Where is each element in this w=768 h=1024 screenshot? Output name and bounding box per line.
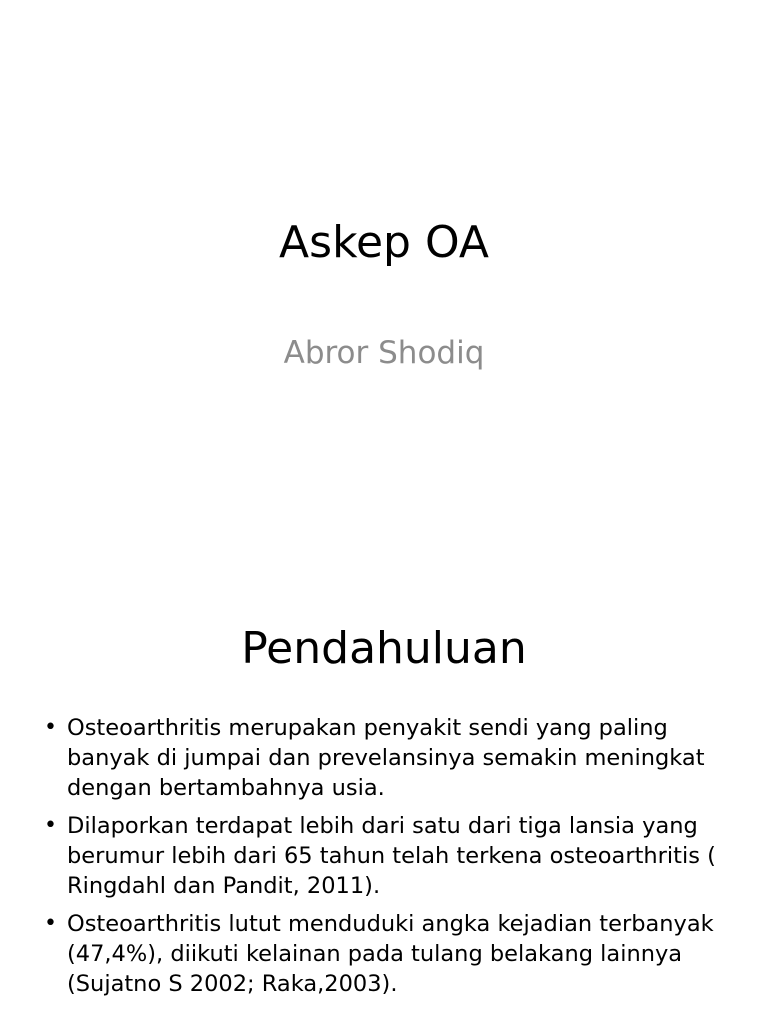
- slide-heading: Pendahuluan: [241, 623, 527, 674]
- bullet-text: Osteoarthritis lutut menduduki angka kejadian terbanyak (47,4%), diikuti kelainan pada tulang belakang lainnya (Sujatno S 2002; Raka,2003).: [67, 911, 714, 997]
- bullet-text: Dilaporkan terdapat lebih dari satu dari tiga lansia yang berumur lebih dari 65 tahun telah terkena osteoarthritis ( Ringdahl dan Pandit, 2011).: [67, 813, 716, 899]
- slide-pendahuluan: [0, 576, 768, 1024]
- bullet-item: [38, 909, 738, 999]
- bullet-item: [38, 713, 738, 803]
- bullet-icon: •: [44, 813, 57, 838]
- bullet-icon: •: [44, 715, 57, 740]
- slide-author: Abror Shodiq: [283, 335, 485, 371]
- bullet-text: Osteoarthritis merupakan penyakit sendi yang paling banyak di jumpai dan prevelansinya semakin meningkat dengan bertambahnya usia.: [67, 715, 705, 801]
- bullet-icon: •: [44, 911, 57, 936]
- slide-title-heading: Askep OA: [279, 217, 489, 268]
- bullet-item: [38, 811, 738, 901]
- bullet-list: [38, 713, 738, 1007]
